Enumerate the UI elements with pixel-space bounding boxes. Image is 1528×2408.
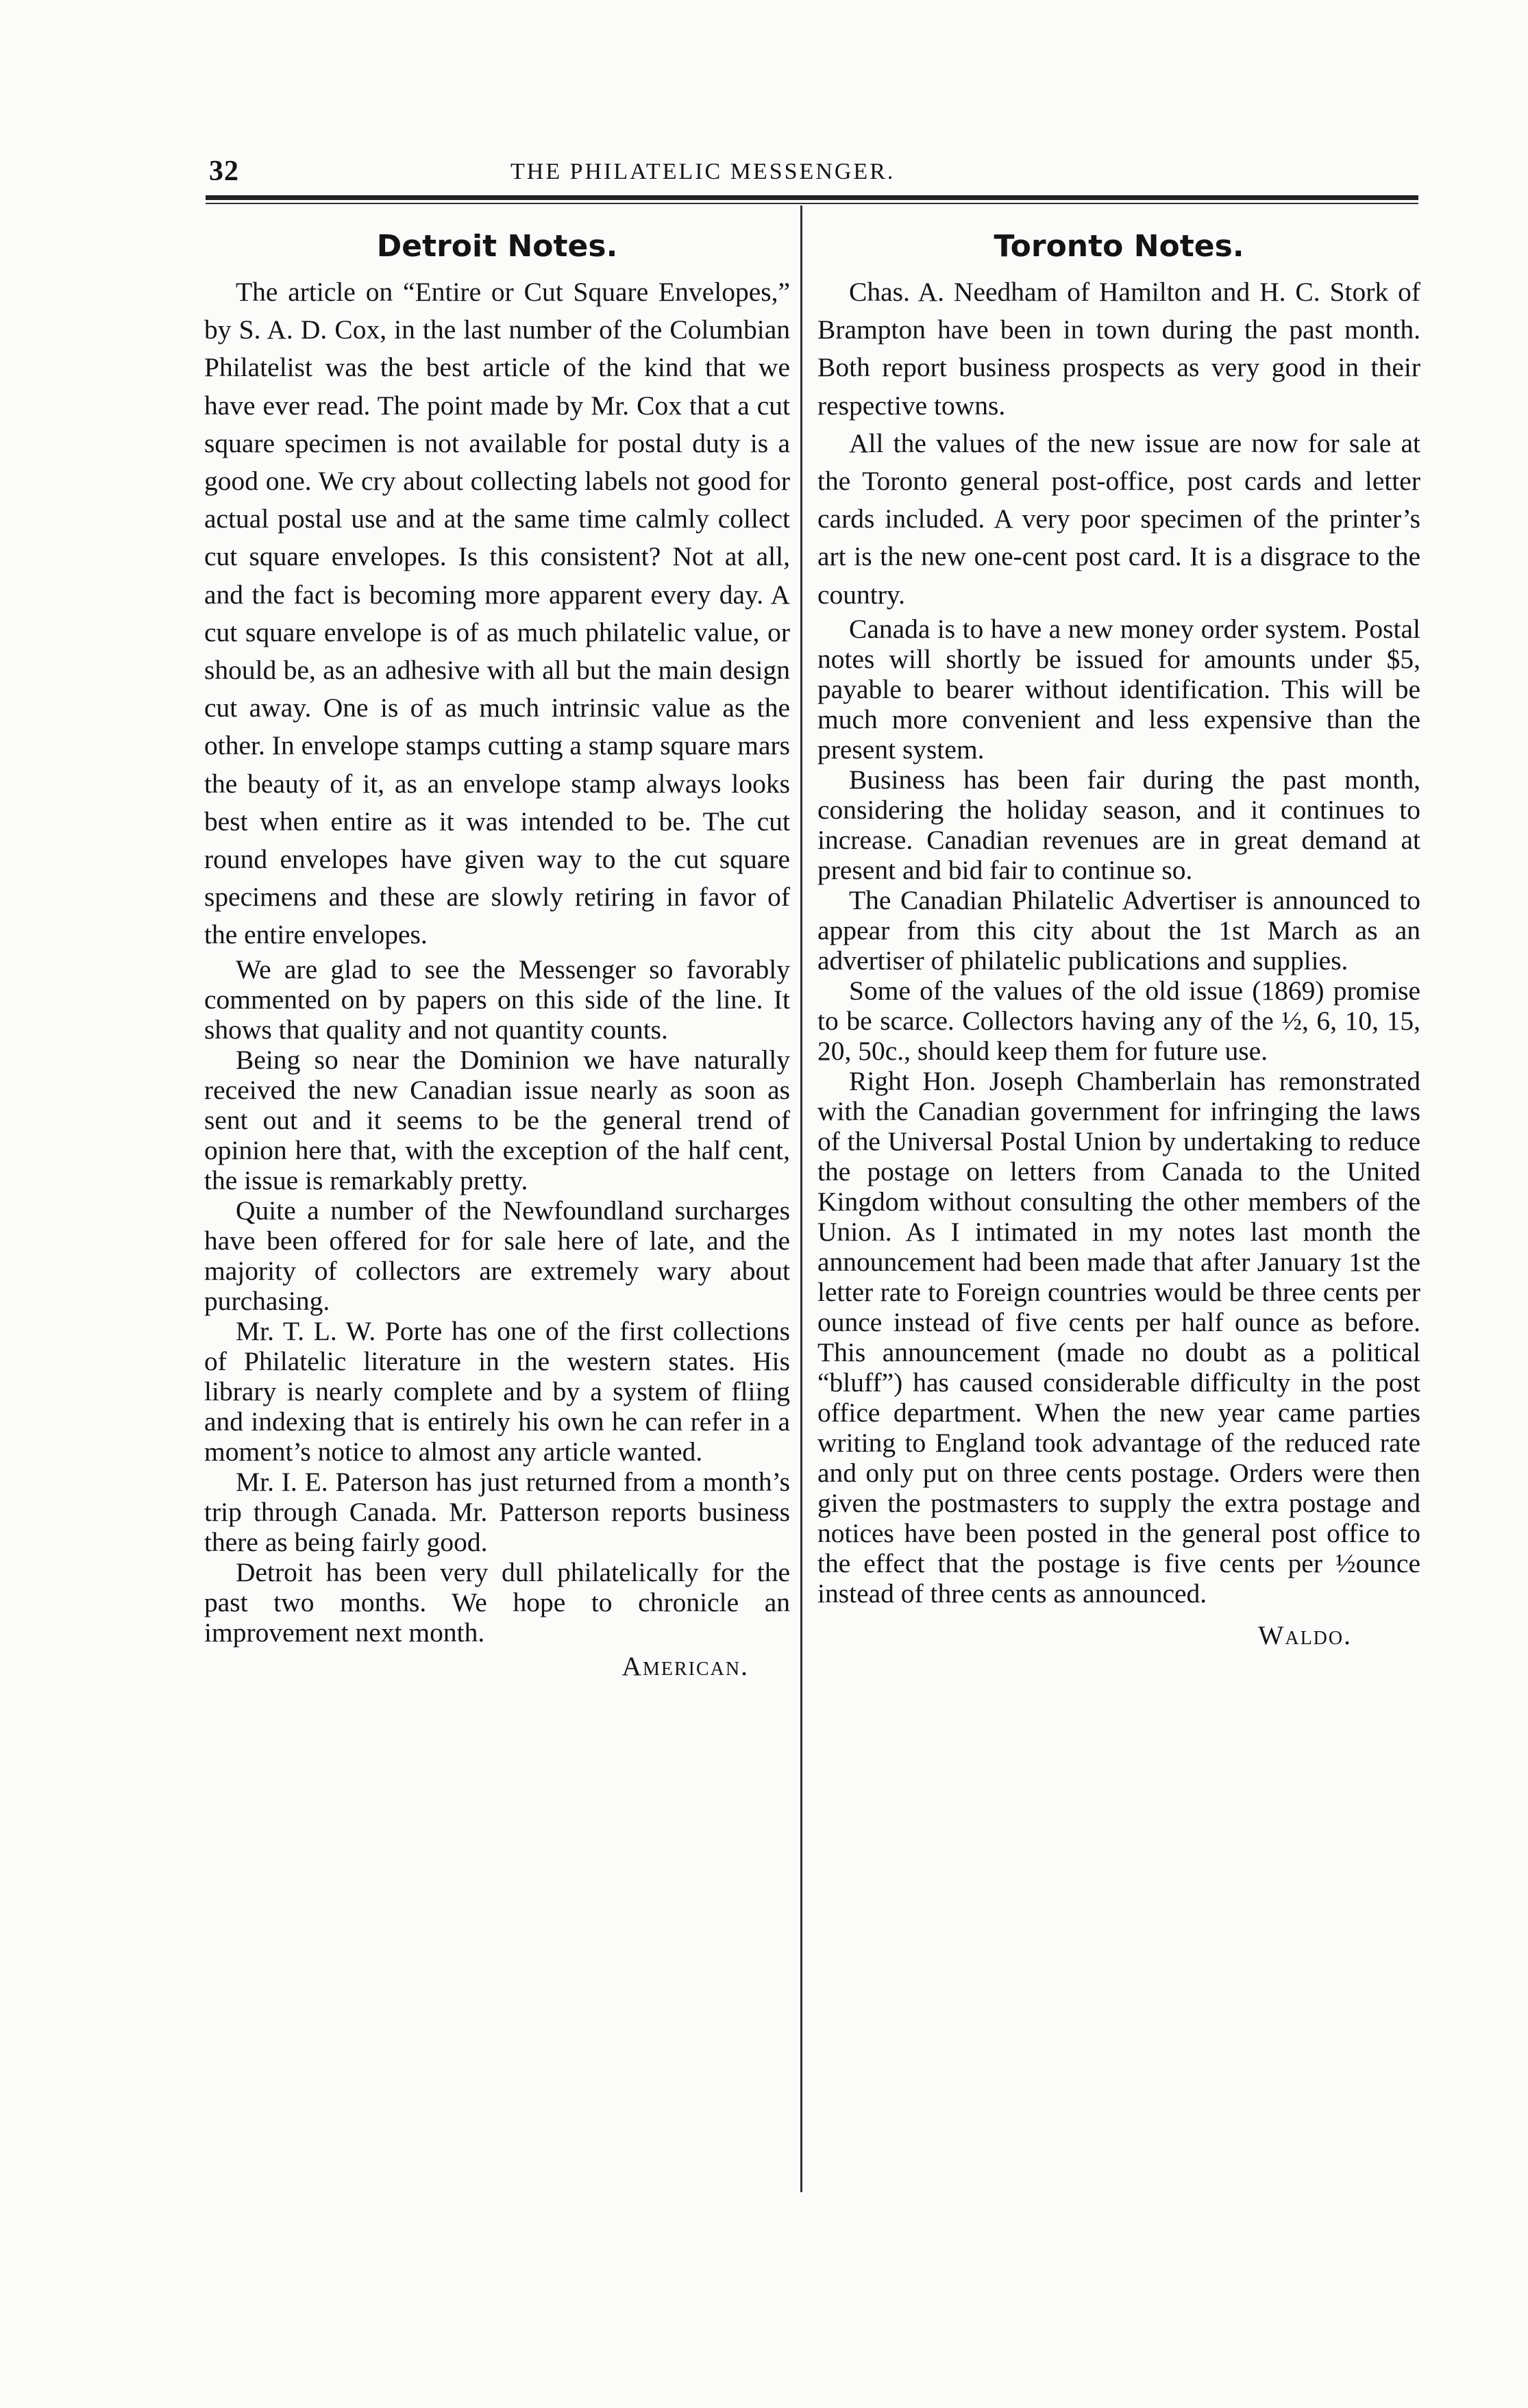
page-number: 32: [209, 156, 239, 187]
toronto-paragraph-6: Some of the values of the old issue (1869) promise to be scarce. Collectors having any of the ½, 6, 10, 15, 20, 50c., should keep them for future use.: [817, 975, 1420, 1066]
running-title: THE PHILATELIC MESSENGER.: [510, 159, 896, 184]
toronto-notes-column: [817, 223, 1420, 1654]
detroit-paragraph-6: Mr. I. E. Paterson has just returned from a month’s trip through Canada. Mr. Patterson reports business there as being fairly good.: [204, 1466, 790, 1557]
detroit-notes-column: [204, 223, 790, 1685]
detroit-notes-heading: Detroit Notes.: [376, 229, 618, 264]
detroit-paragraph-5: Mr. T. L. W. Porte has one of the first collections of Philatelic literature in the western states. His library is nearly complete and by a system of fliing and indexing that is entirely his own he can refer in a moment’s notice to almost any article wanted.: [204, 1315, 790, 1467]
toronto-paragraph-2: All the values of the new issue are now for sale at the Toronto general post-office, post cards and letter cards included. A very poor specimen of the printer’s art is the new one-cent post card. It is a disgrace to the country.: [817, 427, 1420, 610]
detroit-paragraph-1: The article on “Entire or Cut Square Envelopes,” by S. A. D. Cox, in the last number of the Columbian Philatelist was the best article of the kind that we have ever read. The point made by Mr. Cox that a cut square specimen is not available for postal duty is a good one. We cry about collecting labels not good for actual postal use and at the same time calmly collect cut square envelopes. Is this consistent? Not at all, and the fact is becoming more apparent every day. A cut square envelope is of as much philatelic value, or should be, as an adhesive with all but the main design cut away. One is of as much intrinsic value as the other. In envelope stamps cutting a stamp square mars the beauty of it, as an envelope stamp always looks best when entire as it was intended to be. The cut round envelopes have given way to the cut square specimens and these are slowly retiring in favor of the entire envelopes.: [204, 277, 790, 950]
header-rule: [206, 195, 1418, 200]
toronto-paragraph-4: Business has been fair during the past month, considering the holiday season, and it continues to increase. Canadian revenues are in great demand at present and bid fair to continue so.: [817, 764, 1420, 885]
detroit-signature: American.: [621, 1650, 749, 1681]
detroit-paragraph-4: Quite a number of the Newfoundland surcharges have been offered for for sale here of late, and the majority of collectors are extremely wary about purchasing.: [204, 1195, 790, 1316]
toronto-paragraph-3: Canada is to have a new money order system. Postal notes will shortly be issued for amounts under $5, payable to bearer without identification. This will be much more convenient and less expensive than the present system.: [817, 613, 1420, 765]
detroit-paragraph-3: Being so near the Dominion we have naturally received the new Canadian issue nearly as soon as sent out and it seems to be the general trend of opinion here that, with the exception of the half cent, the issue is remarkably pretty.: [204, 1044, 790, 1195]
column-divider: [800, 206, 802, 2192]
toronto-notes-heading: Toronto Notes.: [994, 229, 1244, 264]
header-rule-thin: [206, 203, 1418, 204]
detroit-paragraph-7: Detroit has been very dull philatelically for the past two months. We hope to chronicle an improvement next month.: [204, 1556, 790, 1648]
detroit-paragraph-2: We are glad to see the Messenger so favorably commented on by papers on this side of the line. It shows that quality and not quantity counts.: [204, 954, 790, 1045]
toronto-paragraph-1: Chas. A. Needham of Hamilton and H. C. Stork of Brampton have been in town during the past month. Both report business prospects as very good in their respective towns.: [817, 277, 1420, 421]
toronto-paragraph-5: The Canadian Philatelic Advertiser is announced to appear from this city about the 1st March as an advertiser of philatelic publications and supplies.: [817, 884, 1420, 976]
toronto-paragraph-7: Right Hon. Joseph Chamberlain has remonstrated with the Canadian government for infringing the laws of the Universal Postal Union by undertaking to reduce the postage on letters from Canada to the United Kingdom without consulting the other members of the Union. As I intimated in my notes last month the announcement had been made that after January 1st the letter rate to Foreign countries would be three cents per ounce instead of five cents per half ounce as before. This announcement (made no doubt as a political “bluff”) has caused considerable difficulty in the post office department. When the new year came parties writing to England took advantage of the reduced rate and only put on three cents postage. Orders were then given the postmasters to supply the extra postage and notices have been posted in the general post office to the effect that the postage is five cents per ½ounce instead of three cents as announced.: [817, 1065, 1420, 1609]
toronto-signature: Waldo.: [1258, 1619, 1352, 1650]
